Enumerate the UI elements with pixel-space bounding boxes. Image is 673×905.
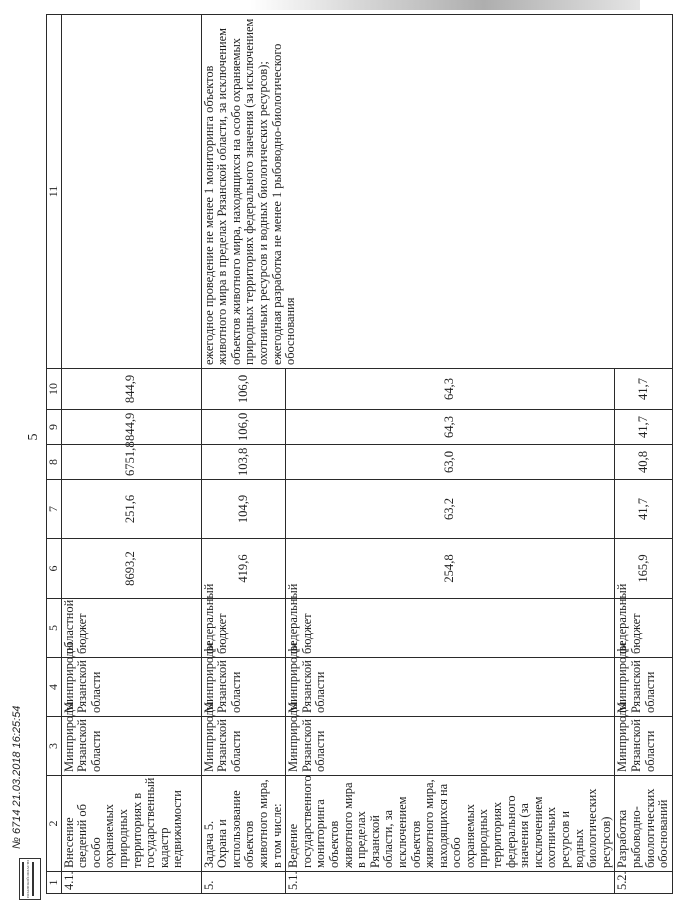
funding-source: федеральный бюджет [201, 599, 286, 658]
total-amount: 8693,2 [61, 539, 201, 599]
document-registration-ref: № 6714 21.03.2018 16:25:54 [11, 705, 23, 849]
header-cell-7: 7 [47, 480, 62, 539]
amount-col-10: 64,3 [286, 369, 615, 410]
header-cell-3: 3 [47, 717, 62, 776]
header-cell-4: 4 [47, 658, 62, 717]
main-executor: Минприроды Рязанской области [286, 658, 615, 717]
responsible-executor: Минприроды Рязанской области [201, 717, 286, 776]
main-executor: Минприроды Рязанской области [61, 658, 201, 717]
amount-col-10: 106,0 [201, 369, 286, 410]
table-row [201, 15, 286, 894]
page-number: 5 [26, 433, 41, 441]
amount-col-7: 251,6 [61, 480, 201, 539]
amount-col-9: 106,0 [201, 410, 286, 445]
funding-source: федеральный бюджет [615, 599, 672, 658]
header-cell-10: 10 [47, 369, 62, 410]
table-row [61, 15, 201, 894]
header-cell-1: 1 [47, 872, 62, 894]
amount-col-9: 844,9 [61, 410, 201, 445]
total-amount: 254,8 [286, 539, 615, 599]
amount-col-10: 41,7 [615, 369, 672, 410]
responsible-executor: Минприроды Рязанской области [615, 717, 672, 776]
activity-name: Разработка рыбоводно-биологических обоснований [615, 776, 672, 872]
amount-col-8: 6751,8 [61, 445, 201, 480]
amount-col-9: 41,7 [615, 410, 672, 445]
amount-col-10: 844,9 [61, 369, 201, 410]
header-cell-6: 6 [47, 539, 62, 599]
header-row [47, 15, 62, 894]
program-table [46, 14, 673, 894]
registration-stamp: РЯЗАНСКОЙ ОБЛАСТИ [19, 858, 41, 900]
activity-name: Задача 5. Охрана и использование объектов животного мира, в том числе: [201, 776, 286, 872]
row-number: 5.2. [615, 872, 672, 894]
target-indicators [61, 15, 201, 369]
header-cell-2: 2 [47, 776, 62, 872]
rotated-page [11, 14, 671, 898]
amount-col-7: 41,7 [615, 480, 672, 539]
funding-source: федеральный бюджет [286, 599, 615, 658]
row-number: 4.1. [61, 872, 201, 894]
activity-name: Ведение государственного мониторинга объектов животного мира в пределах Рязанской области, за исключением объектов животного мира, находящихся на особо охраняемых природных территориях федерального значения (за исключением охотничьих ресурсов и водных биологических ресурсов) [286, 776, 615, 872]
responsible-executor: Минприроды Рязанской области [61, 717, 201, 776]
row-number: 5.1. [286, 872, 615, 894]
amount-col-9: 64,3 [286, 410, 615, 445]
funding-source: областной бюджет [61, 599, 201, 658]
amount-col-8: 63,0 [286, 445, 615, 480]
amount-col-7: 63,2 [286, 480, 615, 539]
total-amount: 419,6 [201, 539, 286, 599]
responsible-executor: Минприроды Рязанской области [286, 717, 615, 776]
scan-edge-shadow [250, 0, 640, 10]
header-cell-5: 5 [47, 599, 62, 658]
header-cell-9: 9 [47, 410, 62, 445]
main-executor: Минприроды Рязанской области [201, 658, 286, 717]
target-indicators: ежегодное проведение не менее 1 мониторинга объектов животного мира в пределах Рязанской области, за исключением объектов животного мира, находящихся на особо охраняемых природных территориях федерального значения (за исключением охотничьих ресурсов и водных биологических ресурсов); ежегодная разработка не менее 1 рыбоводно-биологического обоснования [201, 15, 672, 369]
amount-col-8: 103,8 [201, 445, 286, 480]
activity-name: Внесение сведений об особо охраняемых природных территориях в государственный кадастр недвижимости [61, 776, 201, 872]
amount-col-8: 40,8 [615, 445, 672, 480]
header-cell-11: 11 [47, 15, 62, 369]
total-amount: 165,9 [615, 539, 672, 599]
amount-col-7: 104,9 [201, 480, 286, 539]
row-number: 5. [201, 872, 286, 894]
main-executor: Минприроды Рязанской области [615, 658, 672, 717]
header-cell-8: 8 [47, 445, 62, 480]
